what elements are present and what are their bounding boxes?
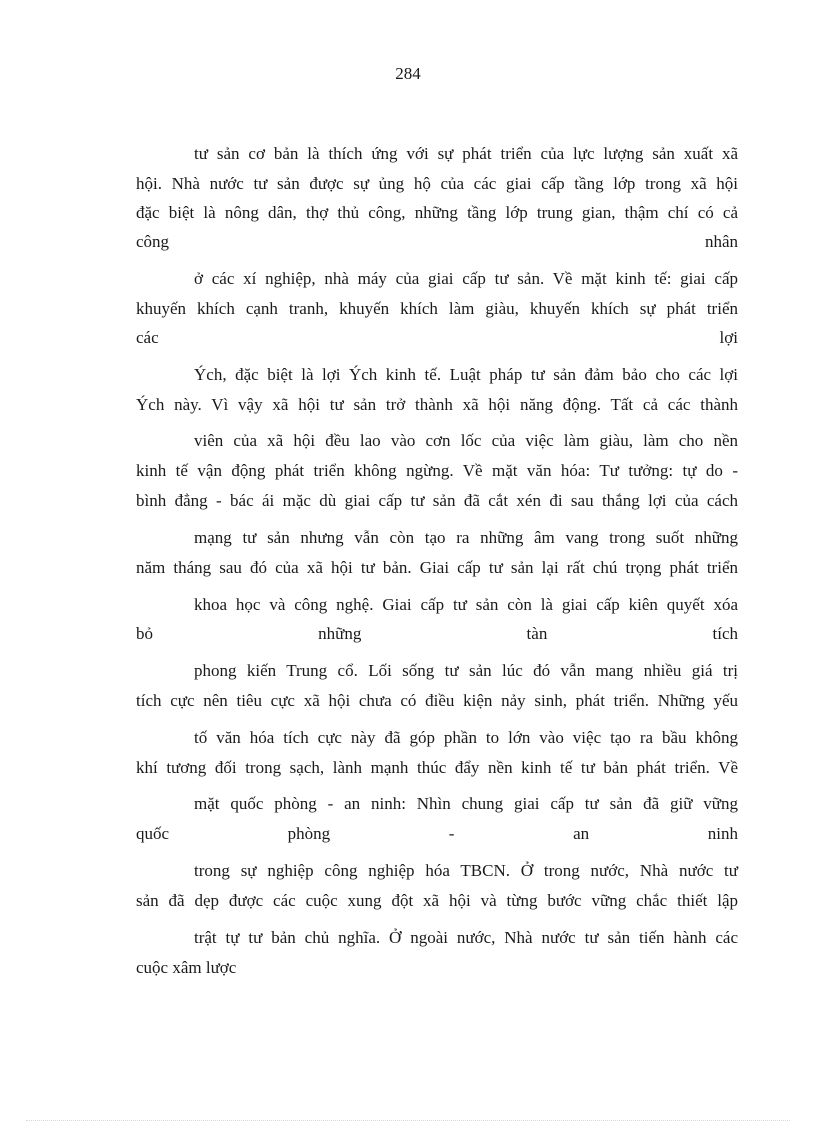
text-line: năm tháng sau đó của xã hội tư bản. Giai cấp tư sản lại rất chú trọng phát triển: [136, 558, 738, 577]
text-line: tố văn hóa tích cực này đã góp phần to lớn vào việc tạo ra bầu không: [194, 728, 738, 747]
text-line: sản đã dẹp được các cuộc xung đột xã hội và từng bước vững chắc thiết lập: [136, 891, 738, 910]
text-line: khuyến khích cạnh tranh, khuyến khích làm giàu, khuyến khích sự phát triển: [136, 299, 738, 318]
text-line: Ých, đặc biệt là lợi Ých kinh tế. Luật pháp tư sản đảm bảo cho các lợi: [194, 365, 738, 384]
text-line: tích cực nên tiêu cực xã hội chưa có điều kiện nảy sinh, phát triển. Những yếu: [136, 691, 738, 710]
text-line: công nhân: [136, 232, 738, 251]
text-line: bỏ những tàn tích: [136, 624, 738, 643]
text-line: đặc biệt là nông dân, thợ thủ công, những tầng lớp trung gian, thậm chí có cả: [136, 203, 738, 222]
text-line: Ých này. Vì vậy xã hội tư sản trở thành xã hội năng động. Tất cả các thành: [136, 395, 738, 414]
text-line: tư sản cơ bản là thích ứng với sự phát triển của lực lượng sản xuất xã: [194, 144, 738, 163]
text-line: hội. Nhà nước tư sản được sự ủng hộ của các giai cấp tầng lớp trong xã hội: [136, 174, 738, 193]
text-line: viên của xã hội đều lao vào cơn lốc của việc làm giàu, làm cho nền: [194, 431, 738, 450]
text-line: cuộc xâm lược: [136, 958, 237, 977]
text-line: trật tự tư bản chủ nghĩa. Ở ngoài nước, Nhà nước tư sản tiến hành các: [194, 928, 738, 947]
text-line: phong kiến Trung cổ. Lối sống tư sản lúc đó vẫn mang nhiều giá trị: [194, 661, 738, 680]
text-line: khoa học và công nghệ. Giai cấp tư sản còn là giai cấp kiên quyết xóa: [194, 595, 738, 614]
text-line: ở các xí nghiệp, nhà máy của giai cấp tư sản. Về mặt kinh tế: giai cấp: [194, 269, 738, 288]
text-line: mạng tư sản nhưng vẫn còn tạo ra những âm vang trong suốt những: [194, 528, 738, 547]
page-bottom-rule: [26, 1120, 790, 1121]
text-line: bình đẳng - bác ái mặc dù giai cấp tư sản đã cắt xén đi sau thắng lợi của cách: [136, 491, 738, 510]
text-line: trong sự nghiệp công nghiệp hóa TBCN. Ở trong nước, Nhà nước tư: [194, 861, 738, 880]
page-number: 284: [395, 64, 421, 83]
text-line: mặt quốc phòng - an ninh: Nhìn chung giai cấp tư sản đã giữ vững: [194, 794, 738, 813]
text-line: các lợi: [136, 328, 738, 347]
text-line: khí tương đối trong sạch, lành mạnh thúc đẩy nền kinh tế tư bản phát triển. Về: [136, 758, 738, 777]
text-line: quốc phòng - an ninh: [136, 824, 738, 843]
text-line: kinh tế vận động phát triển không ngừng. Về mặt văn hóa: Tư tưởng: tự do -: [136, 461, 738, 480]
